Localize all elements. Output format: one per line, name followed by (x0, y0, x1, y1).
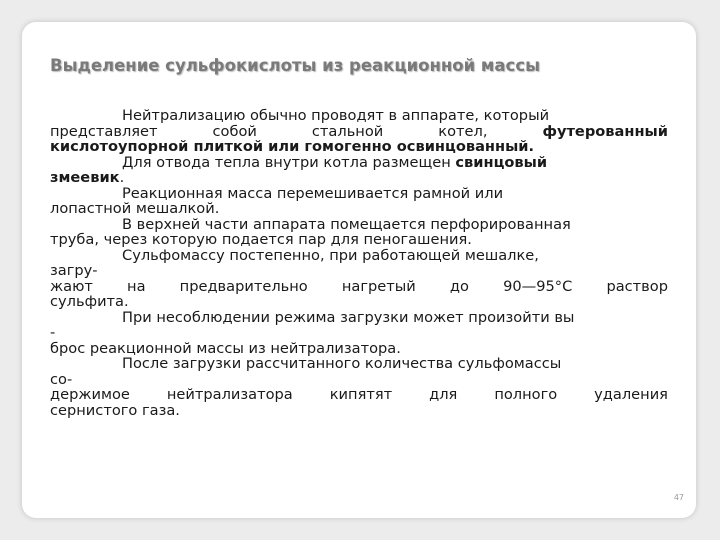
text-line (50, 155, 668, 171)
text-line: Реакционная масса перемешивается рамной или (122, 184, 504, 202)
text-line: В верхней части аппарата помещается перфорированная (122, 215, 571, 233)
word: нагретый (341, 277, 416, 295)
text-line: сернистого газа. (50, 401, 180, 419)
word: удаления (594, 386, 668, 403)
text-line: лопастной мешалкой. (50, 200, 220, 217)
text-line: Сульфомассу постепенно, при работающей мешалке, (122, 246, 539, 264)
slide (22, 22, 696, 518)
text-line: После загрузки рассчитанного количества сульфомассы (122, 355, 562, 372)
word-bold: футерованный (542, 122, 668, 140)
word: на (127, 277, 146, 295)
text-line: При несоблюдении режима загрузки может произойти вы (122, 308, 575, 326)
word: до (449, 277, 469, 295)
slide-title: Выделение сульфокислоты из реакционной массы (50, 56, 541, 75)
text-span: . (119, 169, 125, 186)
slide-body (50, 108, 668, 418)
text-line: брос реакционной массы из нейтрализатора. (50, 339, 401, 357)
text-line: труба, через которую подается пар для пеногашения. (50, 231, 472, 248)
text-line-justified (50, 124, 668, 140)
word: кипятят (329, 386, 393, 403)
text-span-bold: змеевик (50, 169, 120, 186)
text-line-justified (50, 279, 668, 295)
text-line-justified (50, 387, 668, 403)
text-line: Нейтрализацию обычно проводят в аппарате, который (122, 107, 550, 124)
text-span: Для отвода тепла внутри котла размещен (122, 153, 456, 171)
word: представляет (50, 122, 158, 140)
text-line: сульфита. (50, 293, 129, 310)
word: для (429, 386, 458, 403)
word: жают (50, 277, 93, 295)
page-number: 47 (673, 493, 684, 502)
word: собой (212, 122, 257, 140)
word: котел, (438, 122, 488, 140)
word: 90—95°С (503, 277, 573, 295)
text-line: загру- (50, 262, 98, 279)
text-line (50, 170, 668, 186)
text-span-bold: свинцовый (455, 153, 548, 171)
text-line: - (50, 324, 56, 341)
word: предварительно (179, 277, 308, 295)
word: держимое (50, 386, 130, 403)
text-line-bold: кислотоупорной плиткой или гомогенно освинцованный. (50, 138, 535, 155)
word: полного (494, 386, 558, 403)
word: нейтрализатора (166, 386, 293, 403)
word: раствор (606, 277, 668, 295)
word: стальной (311, 122, 384, 140)
text-line: со- (50, 370, 73, 388)
